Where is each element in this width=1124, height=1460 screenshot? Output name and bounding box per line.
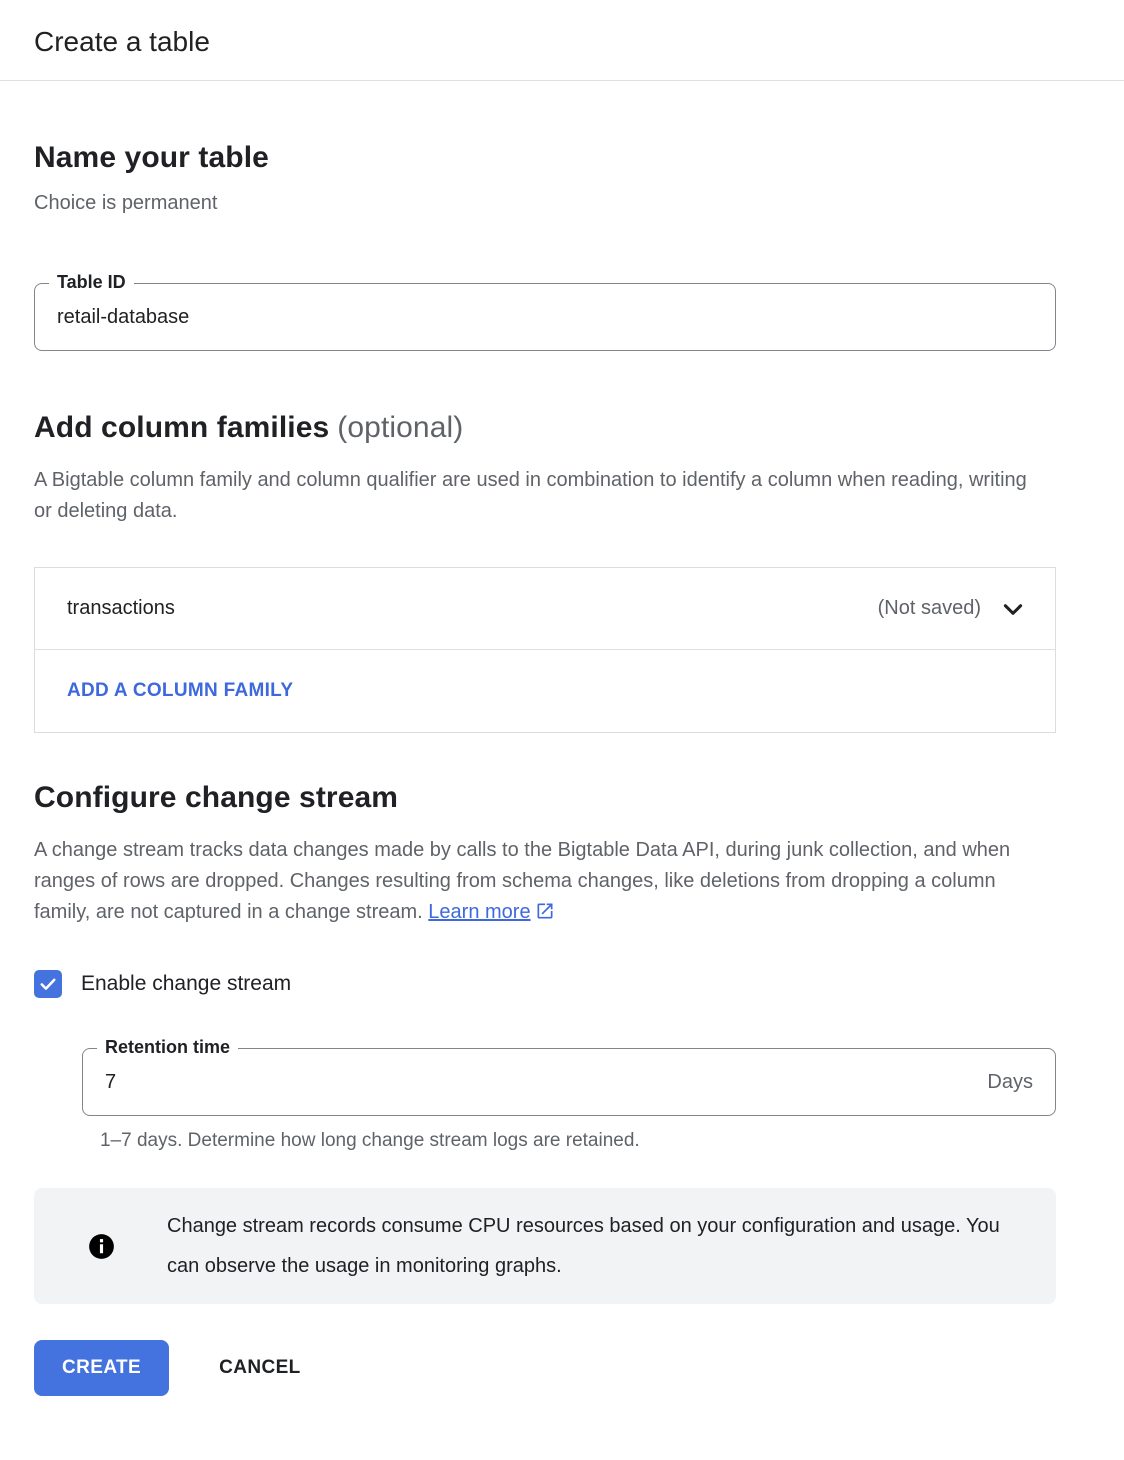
cancel-button[interactable]: CANCEL: [219, 1357, 301, 1378]
change-stream-description-text: A change stream tracks data changes made by calls to the Bigtable Data API, during junk collection, and when ranges of rows are dropped. Changes resulting from schema changes, like deletions from dropping a column family, are not captured in a change stream.: [34, 839, 1011, 923]
column-families-heading: [34, 407, 1056, 449]
optional-label: (optional): [337, 411, 464, 444]
choice-permanent-note: Choice is permanent: [34, 192, 218, 214]
retention-unit-suffix: Days: [987, 1070, 1033, 1093]
dialog-body: [0, 137, 1124, 1396]
column-families-heading-text: Add column families: [34, 411, 330, 444]
change-stream-heading: Configure change stream: [34, 781, 399, 814]
dialog-header: [0, 0, 1124, 81]
add-family-row: [35, 650, 1055, 732]
check-icon: [38, 974, 58, 994]
enable-change-stream-label: Enable change stream: [81, 972, 292, 995]
column-family-list: [34, 567, 1056, 733]
page-title: Create a table: [34, 26, 210, 57]
add-column-family-button[interactable]: ADD A COLUMN FAMILY: [67, 680, 294, 701]
column-families-description: A Bigtable column family and column qualifier are used in combination to identify a column when reading, writing or deleting data.: [34, 469, 1027, 522]
info-icon: [88, 1233, 115, 1265]
dialog-actions: [34, 1340, 1056, 1396]
column-family-name: transactions: [67, 597, 175, 619]
retention-time-field: [82, 1037, 1056, 1116]
name-table-heading: Name your table: [34, 141, 269, 174]
info-banner-text: Change stream records consume CPU resources based on your configuration and usage. You can observe the usage in monitoring graphs.: [167, 1215, 1000, 1277]
table-id-input[interactable]: [35, 306, 1055, 329]
column-family-row: [35, 568, 1055, 650]
learn-more-link[interactable]: Learn more: [428, 901, 531, 923]
expand-family-button[interactable]: [997, 593, 1029, 625]
retention-time-input[interactable]: [83, 1071, 987, 1094]
retention-helper-text: 1–7 days. Determine how long change stream logs are retained.: [100, 1130, 640, 1151]
change-stream-description: [34, 835, 1049, 928]
table-id-label: Table ID: [49, 271, 134, 293]
chevron-down-icon: [1000, 596, 1026, 622]
retention-section: [82, 1037, 1056, 1154]
enable-change-stream-checkbox[interactable]: [34, 970, 62, 998]
enable-change-stream-row: [34, 970, 1056, 998]
cpu-usage-info-banner: [34, 1188, 1056, 1304]
column-family-status-badge: (Not saved): [877, 597, 981, 619]
create-button[interactable]: CREATE: [34, 1340, 169, 1396]
table-id-field: [34, 272, 1056, 351]
retention-time-label: Retention time: [97, 1036, 238, 1058]
open-in-new-icon: [535, 901, 555, 921]
